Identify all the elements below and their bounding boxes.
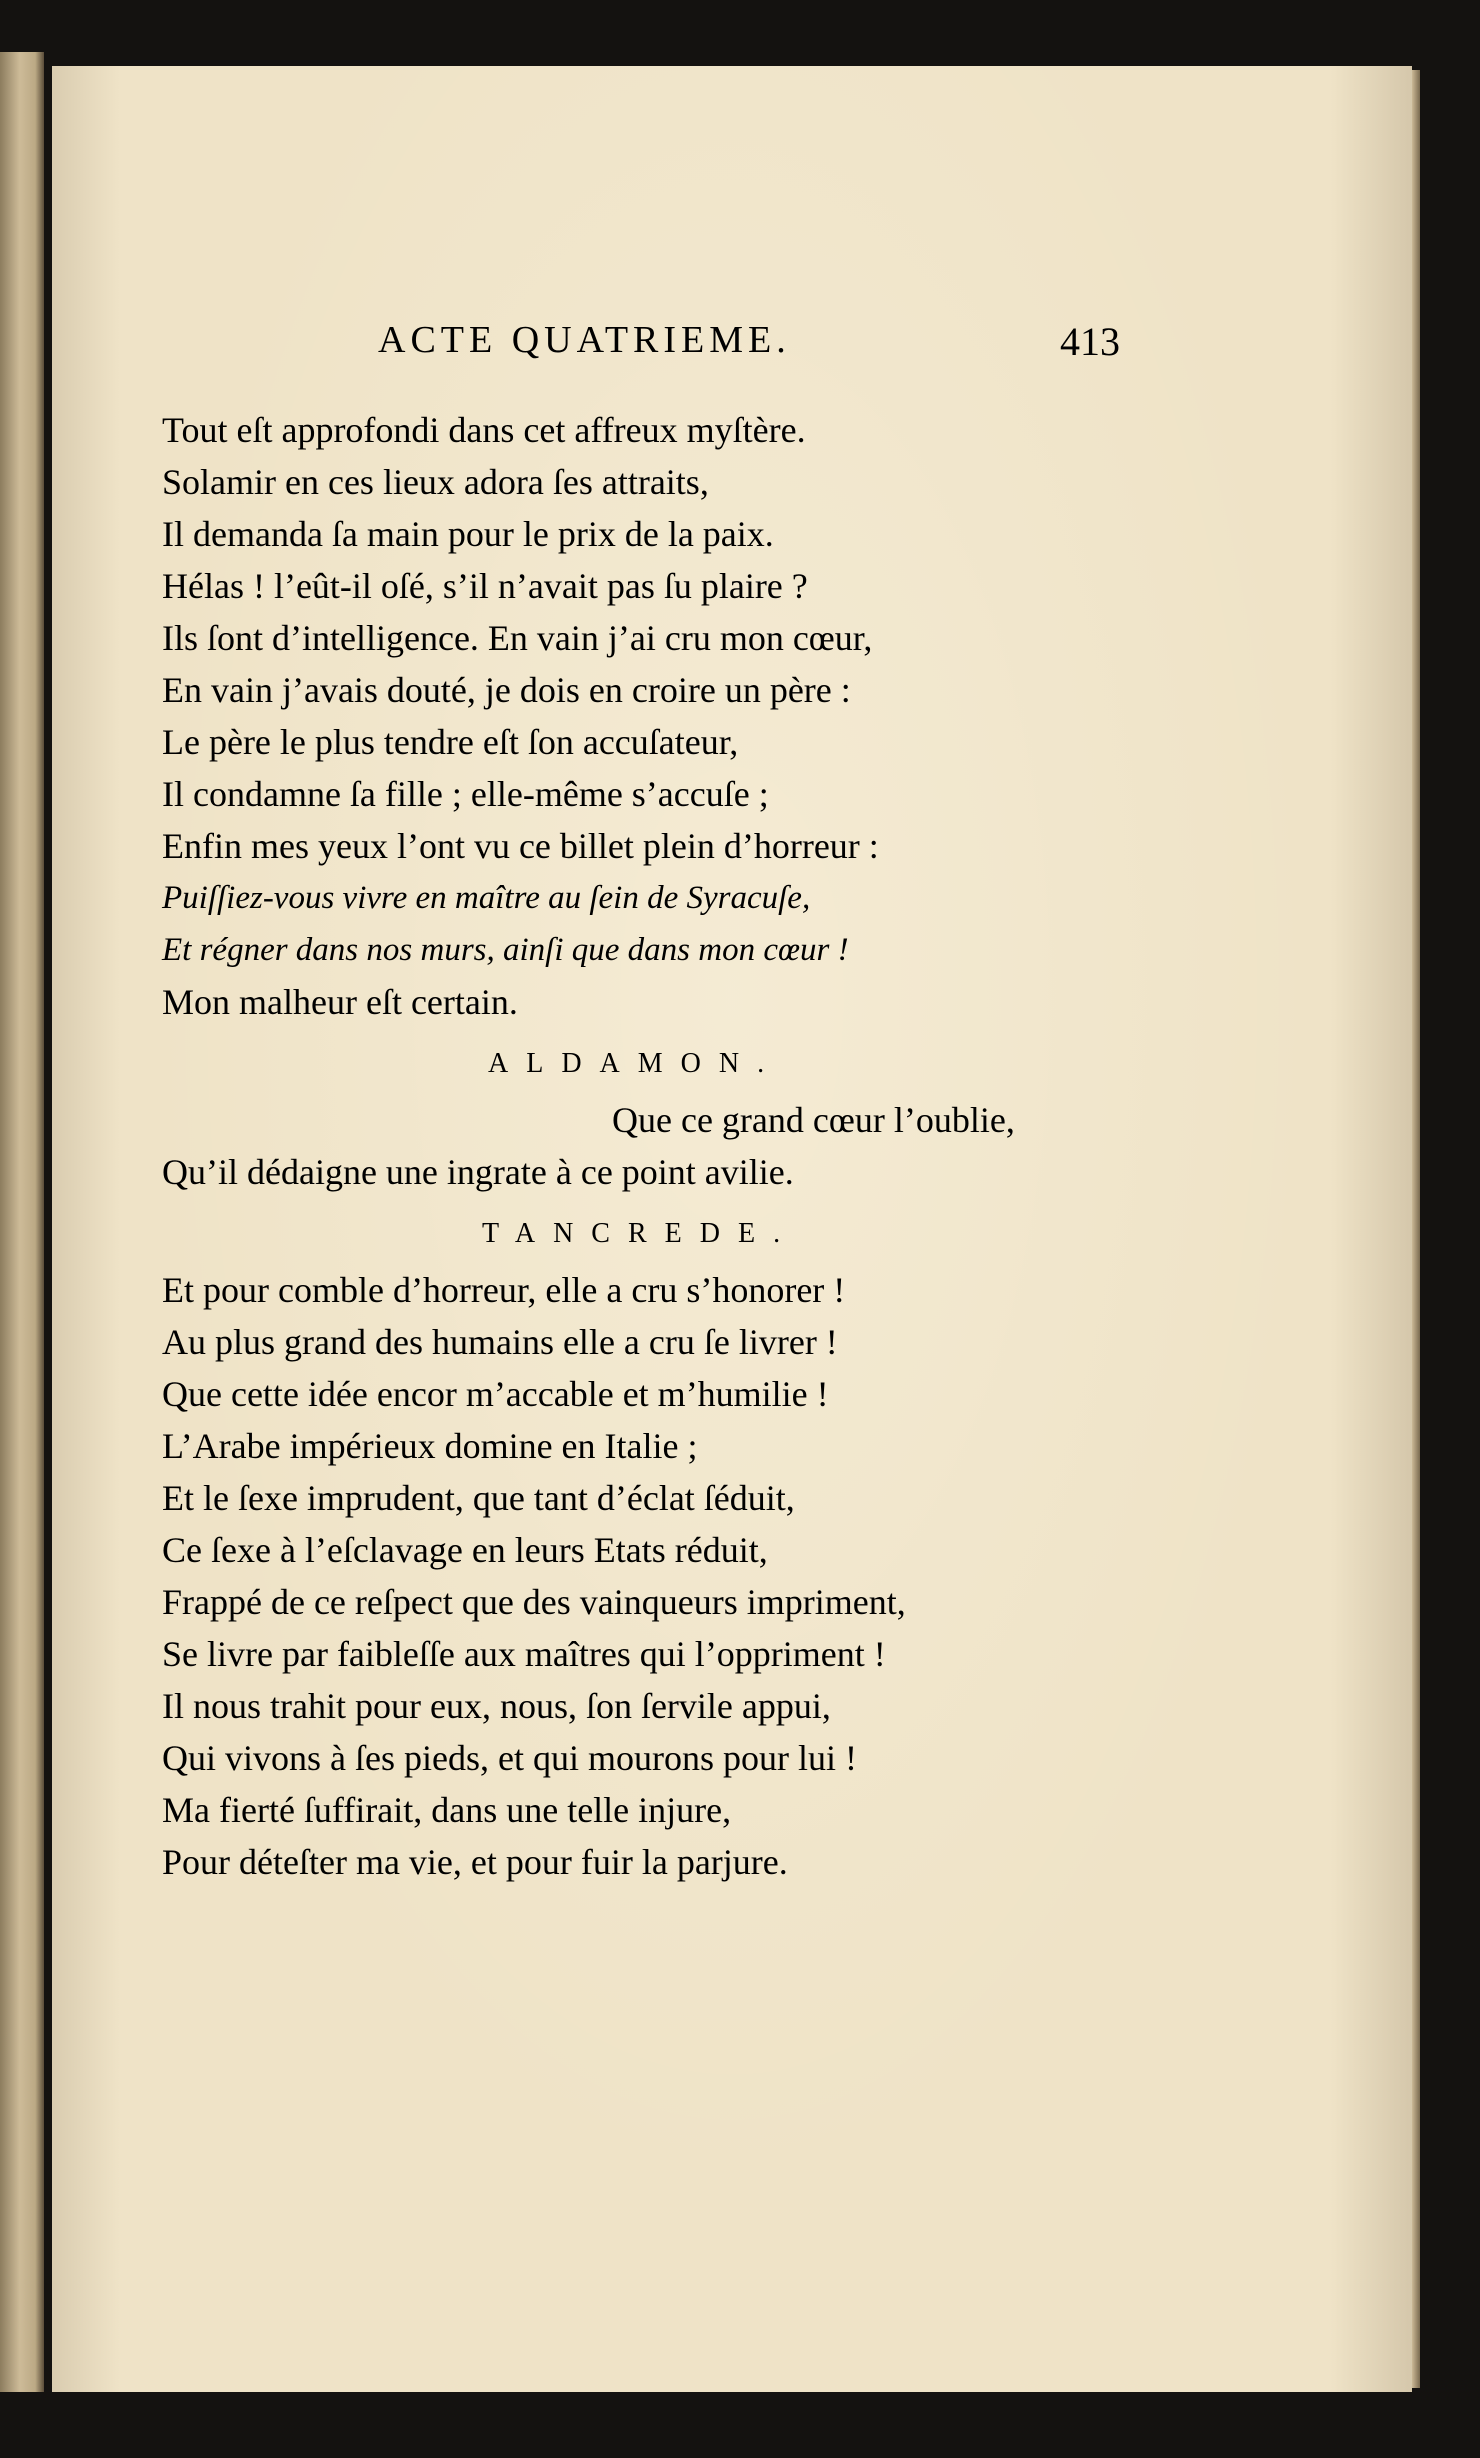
verse-line: Que cette idée encor m’accable et m’humilie ! [162,1374,829,1414]
verse-line: Et le ſexe imprudent, que tant d’éclat ſéduit, [162,1478,795,1518]
verse-line: Se livre par faibleſſe aux maîtres qui l’oppriment ! [162,1634,886,1674]
verse-line: Et pour comble d’horreur, elle a cru s’honorer ! [162,1270,846,1310]
running-title: ACTE QUATRIEME. [378,319,791,361]
verse-line: Il demanda ſa main pour le prix de la paix. [162,514,774,554]
verse-line: Ma fierté ſuffirait, dans une telle injure, [162,1790,732,1830]
verse-line: L’Arabe impérieux domine en Italie ; [162,1426,698,1466]
quoted-letter-line: Puiſſiez-vous vivre en maître au ſein de Syracuſe, [162,880,811,916]
verse-line: Il condamne ſa fille ; elle-même s’accuſe ; [162,774,769,814]
verse-line: Frappé de ce reſpect que des vainqueurs impriment, [162,1582,906,1622]
facing-page-edge [0,52,44,2392]
verse-line: Mon malheur eſt certain. [162,982,518,1022]
verse-line: Enfin mes yeux l’ont vu ce billet plein d’horreur : [162,826,879,866]
verse-line: Solamir en ces lieux adora ſes attraits, [162,462,709,502]
verse-line: En vain j’avais douté, je dois en croire un père : [162,670,851,710]
verse-line: Pour déteſter ma vie, et pour fuir la parjure. [162,1842,788,1882]
verse-line: Il nous trahit pour eux, nous, ſon ſervile appui, [162,1686,831,1726]
running-head [378,318,1120,378]
speaker-tancrede: TANCREDE. [482,1218,799,1249]
verse-line: Ce ſexe à l’eſclavage en leurs Etats réduit, [162,1530,768,1570]
speaker-aldamon: ALDAMON. [488,1048,783,1079]
quoted-letter-line: Et régner dans nos murs, ainſi que dans mon cœur ! [162,932,849,968]
verse-line: Hélas ! l’eût-il oſé, s’il n’avait pas ſu plaire ? [162,566,808,606]
verse-line-continued: Que ce grand cœur l’oublie, [612,1100,1015,1140]
verse-line: Tout eſt approfondi dans cet affreux myſtère. [162,410,806,450]
verse-line: Qui vivons à ſes pieds, et qui mourons pour lui ! [162,1738,857,1778]
verse-line: Qu’il dédaigne une ingrate à ce point avilie. [162,1152,794,1192]
verse-line: Le père le plus tendre eſt ſon accuſateur, [162,722,739,762]
page-number: 413 [1060,319,1120,364]
verse-line: Au plus grand des humains elle a cru ſe livrer ! [162,1322,838,1362]
verse-line: Ils ſont d’intelligence. En vain j’ai cru mon cœur, [162,618,873,658]
